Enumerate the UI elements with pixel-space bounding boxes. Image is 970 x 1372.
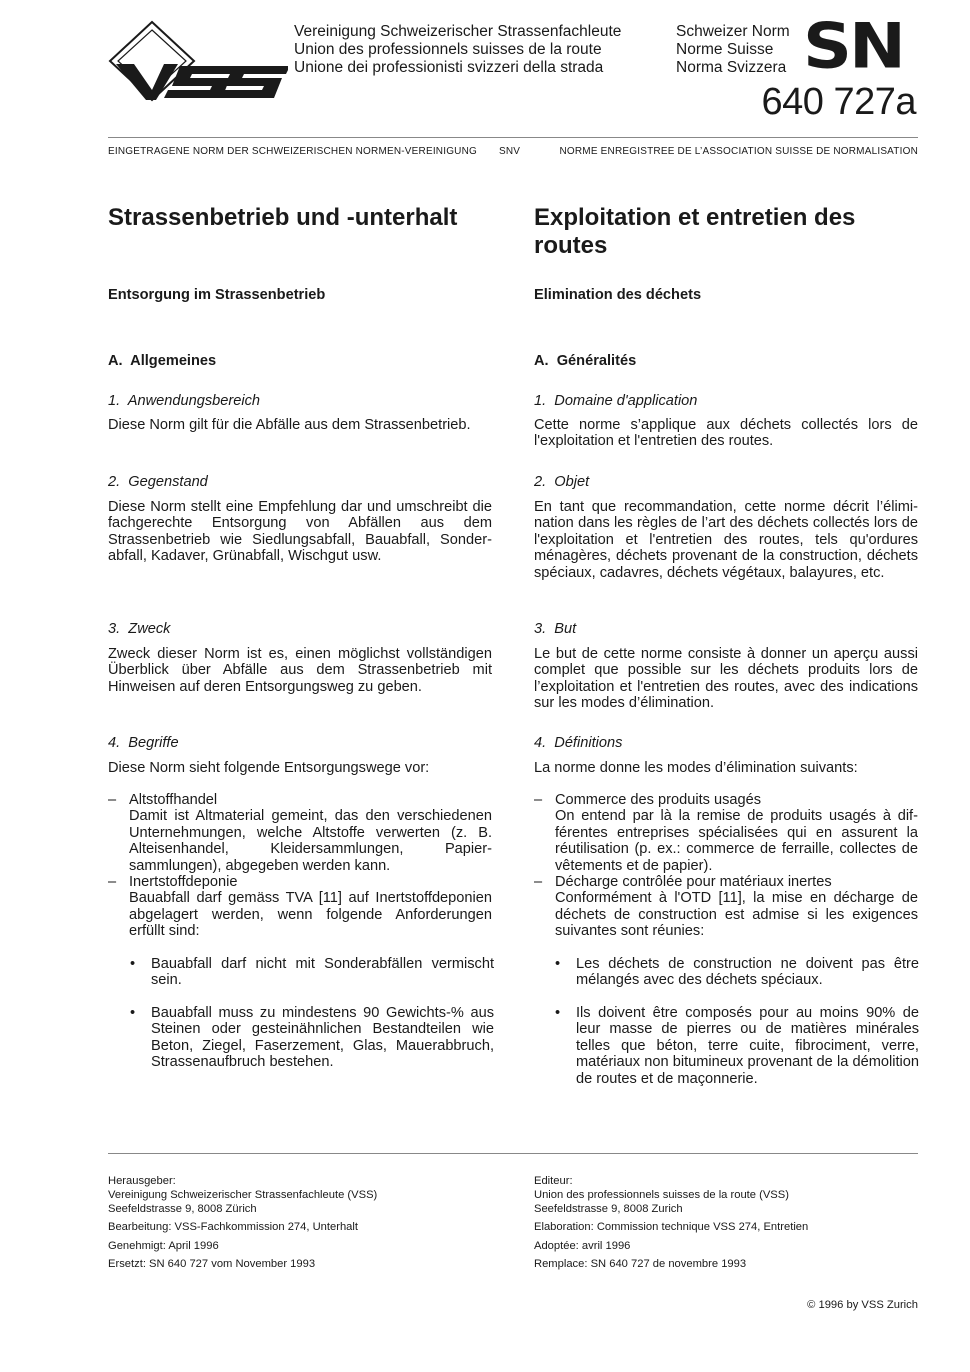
list-item-de-1 — [108, 792, 492, 874]
s1-title-de: 1. Anwendungsbereich — [108, 393, 260, 409]
norm-label-de: Schweizer Norm — [676, 23, 790, 40]
s2-title-de: 2. Gegenstand — [108, 474, 208, 490]
publisher-label-fr: Editeur: — [534, 1175, 573, 1187]
bullet-item-fr-1 — [555, 956, 919, 989]
item2-title-de: Inertstoffdeponie — [129, 874, 238, 890]
bullet-item-fr-2 — [555, 1005, 919, 1087]
s4-title-fr: 4. Définitions — [534, 735, 623, 751]
title-de: Strassenbetrieb und -unterhalt — [108, 204, 458, 231]
org-name-de: Vereinigung Schweizerischer Strassenfachleute — [294, 23, 622, 40]
s3-text-fr: Le but de cette norme consiste à donner un aperçu aussi complet que possible sur les déchets produits lors de l’exploitation et l'entretien des routes, avec des indications sur les modes d’élimination. — [534, 646, 918, 712]
dash-marker: – — [108, 874, 117, 890]
bullet-marker: • — [130, 956, 136, 972]
bullet-item-de-1 — [130, 956, 494, 989]
publisher-label-de: Herausgeber: — [108, 1175, 176, 1187]
s3-text-de: Zweck dieser Norm ist es, einen möglichst vollständigen Überblick über Abfälle aus dem Strassenbetrieb mit Hinweisen auf deren Entsorgungsweg zu geben. — [108, 646, 492, 695]
subtitle-fr: Elimination des déchets — [534, 287, 702, 303]
s1-text-de: Diese Norm gilt für die Abfälle aus dem Strassenbetrieb. — [108, 417, 471, 433]
s3-title-de: 3. Zweck — [108, 621, 171, 637]
norm-label-fr: Norme Suisse — [676, 41, 774, 58]
vss-logo — [108, 20, 288, 102]
title-fr: Exploitation et entretien des routes — [534, 204, 856, 259]
bullet1-text-fr: Les déchets de construction ne doivent pas être mélangés avec des déchets spéciaux. — [576, 956, 919, 989]
item1-text-fr: On entend par là la remise de produits usagés à différentes entreprises spécialisées qui en assurent la réutilisation (p. ex.: commerce de ferraille, collectes de vêtements et de papier). — [555, 808, 918, 874]
s2-text-de: Diese Norm stellt eine Empfehlung dar und umschreibt die fachgerechte Entsorgung von Abfällen aus dem Strassenbetrieb wie Siedlungsabfall, Bauabfall, Sonderabfall, Kadaver, Grünabfall, Wischgut usw. — [108, 499, 492, 565]
list-item-fr-2 — [534, 874, 918, 940]
copyright: © 1996 by VSS Zurich — [807, 1299, 918, 1311]
publisher-address-de: Seefeldstrasse 9, 8008 Zürich — [108, 1203, 257, 1215]
edit-fr: Elaboration: Commission technique VSS 274, Entretien — [534, 1221, 809, 1233]
item1-text-de: Damit ist Altmaterial gemeint, das den verschiedenen Unternehmungen, welche Altstoffe verwerten (z. B. Alteisenhandel, Kleidersammlungen, Papiersammlungen), abgegeben werden kann. — [129, 808, 492, 874]
footer-divider — [108, 1153, 918, 1154]
vss-logo-graphic — [108, 20, 288, 102]
registration-fr: NORME ENREGISTREE DE L’ASSOCIATION SUISSE DE NORMALISATION — [559, 146, 918, 157]
publisher-address-fr: Seefeldstrasse 9, 8008 Zurich — [534, 1203, 683, 1215]
header-divider — [108, 137, 918, 138]
s1-title-fr: 1. Domaine d'application — [534, 393, 698, 409]
item1-title-de: Altstoffhandel — [129, 792, 218, 808]
item2-title-fr: Décharge contrôlée pour matériaux inertes — [555, 874, 832, 890]
publisher-de — [108, 1174, 498, 1216]
replaces-de: Ersetzt: SN 640 727 vom November 1993 — [108, 1258, 316, 1270]
approved-fr: Adoptée: avril 1996 — [534, 1240, 631, 1252]
registration-snv: SNV — [499, 146, 521, 157]
s1-text-fr: Cette norme s’applique aux déchets collectés lors de l'exploitation et l'entretien des routes. — [534, 417, 918, 450]
dash-marker: – — [108, 792, 117, 808]
bullet1-text-de: Bauabfall darf nicht mit Sonderabfällen vermischt sein. — [151, 956, 494, 989]
bullet-marker: • — [555, 956, 561, 972]
registration-de: EINGETRAGENE NORM DER SCHWEIZERISCHEN NORMEN-VEREINIGUNG — [108, 146, 478, 157]
s4-text-fr: La norme donne les modes d’élimination suivants: — [534, 760, 858, 776]
org-name-it: Unione dei professionisti svizzeri della strada — [294, 59, 604, 76]
bullet2-text-de: Bauabfall muss zu mindestens 90 Gewichts-% aus Steinen oder gesteinähnlichen Bestandteilen wie Beton, Ziegel, Faserzement, Glas, Mauerabbruch, Strassenaufbruch bestehen. — [151, 1005, 494, 1071]
s4-title-de: 4. Begriffe — [108, 735, 179, 751]
s3-title-fr: 3. But — [534, 621, 577, 637]
section-a-fr: A. Généralités — [534, 353, 637, 369]
dash-marker: – — [534, 874, 543, 890]
norm-label-it: Norma Svizzera — [676, 59, 787, 76]
sn-logo: SN — [803, 10, 903, 84]
s2-text-fr: En tant que recommandation, cette norme décrit l’élimination dans les règles de l’art des déchets collectés lors de l'exploitation et l'entretien des routes, tels qu'ordures ménagères, déchets provenant de la construction, déchets spéciaux, cadavres, déchets végétaux, balayures, etc. — [534, 499, 918, 581]
s4-text-de: Diese Norm sieht folgende Entsorgungswege vor: — [108, 760, 430, 776]
list-item-fr-1 — [534, 792, 918, 874]
publisher-fr — [534, 1174, 924, 1216]
publisher-name-de: Vereinigung Schweizerischer Strassenfachleute (VSS) — [108, 1189, 378, 1201]
approved-de: Genehmigt: April 1996 — [108, 1240, 219, 1252]
norm-number: 640 727a — [761, 81, 916, 123]
s2-title-fr: 2. Objet — [534, 474, 590, 490]
bullet2-text-fr: Ils doivent être composés pour au moins 90% de leur masse de pierres ou de matières minérales telles que béton, terre cuite, fibrociment, verre, matériaux non bitumineux provenant de la démolition de routes et de maçonnerie. — [576, 1005, 919, 1087]
org-name-fr: Union des professionnels suisses de la route — [294, 41, 602, 58]
bullet-item-de-2 — [130, 1005, 494, 1071]
bullet-marker: • — [555, 1005, 561, 1021]
item2-text-fr: Conformément à l'OTD [11], la mise en décharge de déchets de construction est admise si les exigences suivantes sont réunies: — [555, 890, 918, 940]
section-a-de: A. Allgemeines — [108, 353, 217, 369]
dash-marker: – — [534, 792, 543, 808]
edit-de: Bearbeitung: VSS-Fachkommission 274, Unterhalt — [108, 1221, 358, 1233]
subtitle-de: Entsorgung im Strassenbetrieb — [108, 287, 326, 303]
publisher-name-fr: Union des professionnels suisses de la route (VSS) — [534, 1189, 789, 1201]
item1-title-fr: Commerce des produits usagés — [555, 792, 762, 808]
bullet-marker: • — [130, 1005, 136, 1021]
list-item-de-2 — [108, 874, 492, 940]
item2-text-de: Bauabfall darf gemäss TVA [11] auf Inertstoffdeponien abgelagert werden, wenn folgende Anforderungen erfüllt sind: — [129, 890, 492, 940]
replaces-fr: Remplace: SN 640 727 de novembre 1993 — [534, 1258, 747, 1270]
